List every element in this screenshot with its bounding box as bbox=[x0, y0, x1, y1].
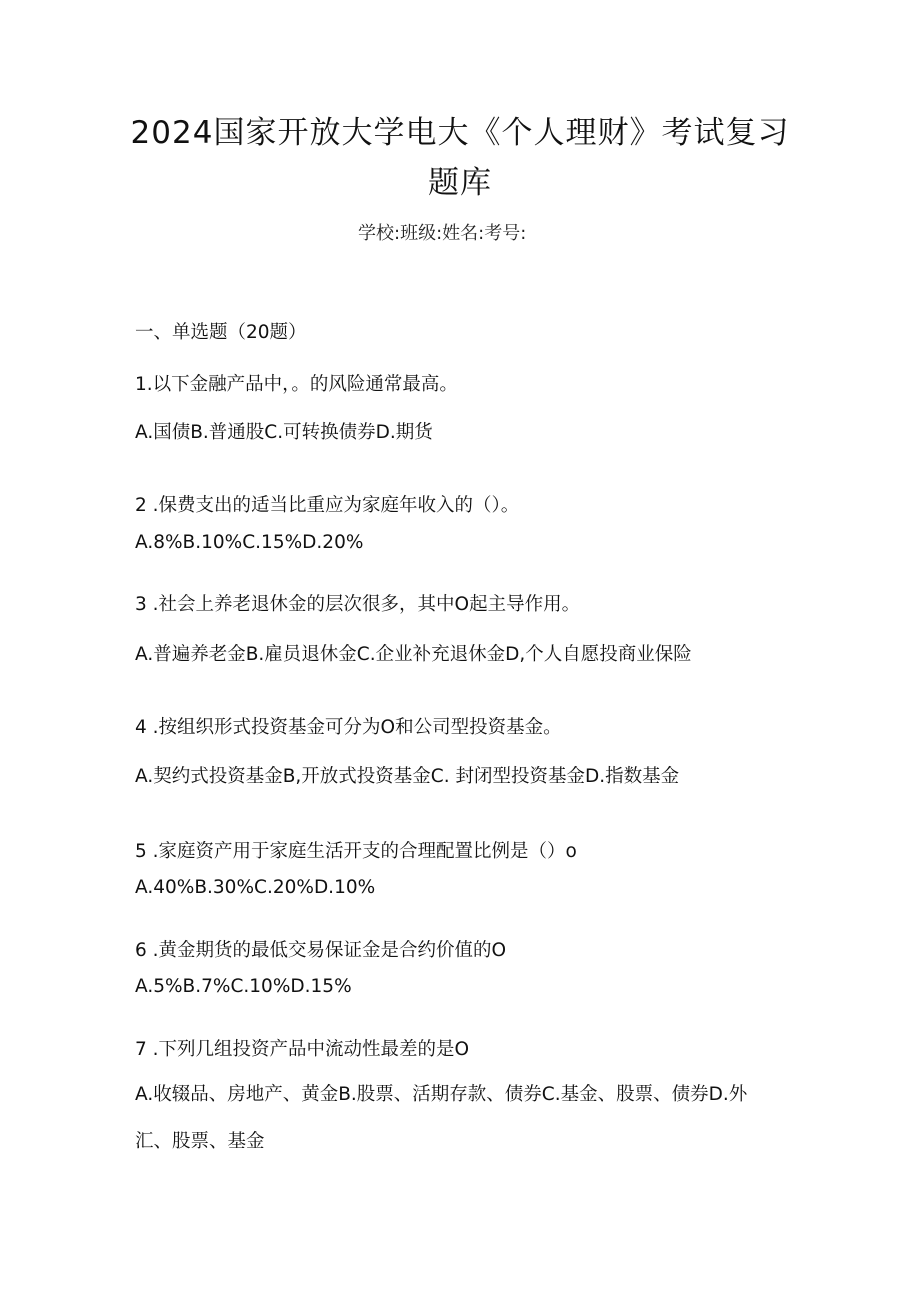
question-6-options: A.5%B.7%C.10%D.15% bbox=[135, 976, 352, 997]
question-7-stem: 7 .下列几组投资产品中流动性最差的是O bbox=[135, 1039, 470, 1060]
question-3-stem: 3 .社会上养老退休金的层次很多，其中O起主导作用。 bbox=[135, 594, 581, 615]
question-2-options: A.8%B.10%C.15%D.20% bbox=[135, 532, 364, 553]
question-5-options: A.40%B.30%C.20%D.10% bbox=[135, 877, 376, 898]
document-title: 2024国家开放大学电大《个人理财》考试复习题库 bbox=[130, 115, 790, 201]
question-6-stem: 6 .黄金期货的最低交易保证金是合约价值的O bbox=[135, 940, 507, 961]
question-1-stem: 1.以下金融产品中，。的风险通常最高。 bbox=[135, 374, 458, 395]
question-3-options: A.普遍养老金B.雇员退休金C.企业补充退休金D,个人自愿投商业保险 bbox=[135, 644, 692, 665]
question-5-stem: 5 .家庭资产用于家庭生活开支的合理配置比例是（）o bbox=[135, 841, 577, 862]
section-heading: 一、单选题（20题） bbox=[135, 322, 307, 343]
question-4-options: A.契约式投资基金B,开放式投资基金C. 封闭型投资基金D.指数基金 bbox=[135, 766, 680, 787]
student-info-line: 学校:班级:姓名:考号: bbox=[358, 223, 527, 244]
question-4-stem: 4 .按组织形式投资基金可分为O和公司型投资基金。 bbox=[135, 717, 562, 738]
question-1-options: A.国债B.普通股C.可转换债券D.期货 bbox=[135, 422, 433, 443]
question-7-options: A.收辍品、房地产、黄金B.股票、活期存款、债券C.基金、股票、债券D.外汇、股票、基金 bbox=[135, 1084, 748, 1152]
question-2-stem: 2 .保费支出的适当比重应为家庭年收入的（）。 bbox=[135, 495, 520, 516]
